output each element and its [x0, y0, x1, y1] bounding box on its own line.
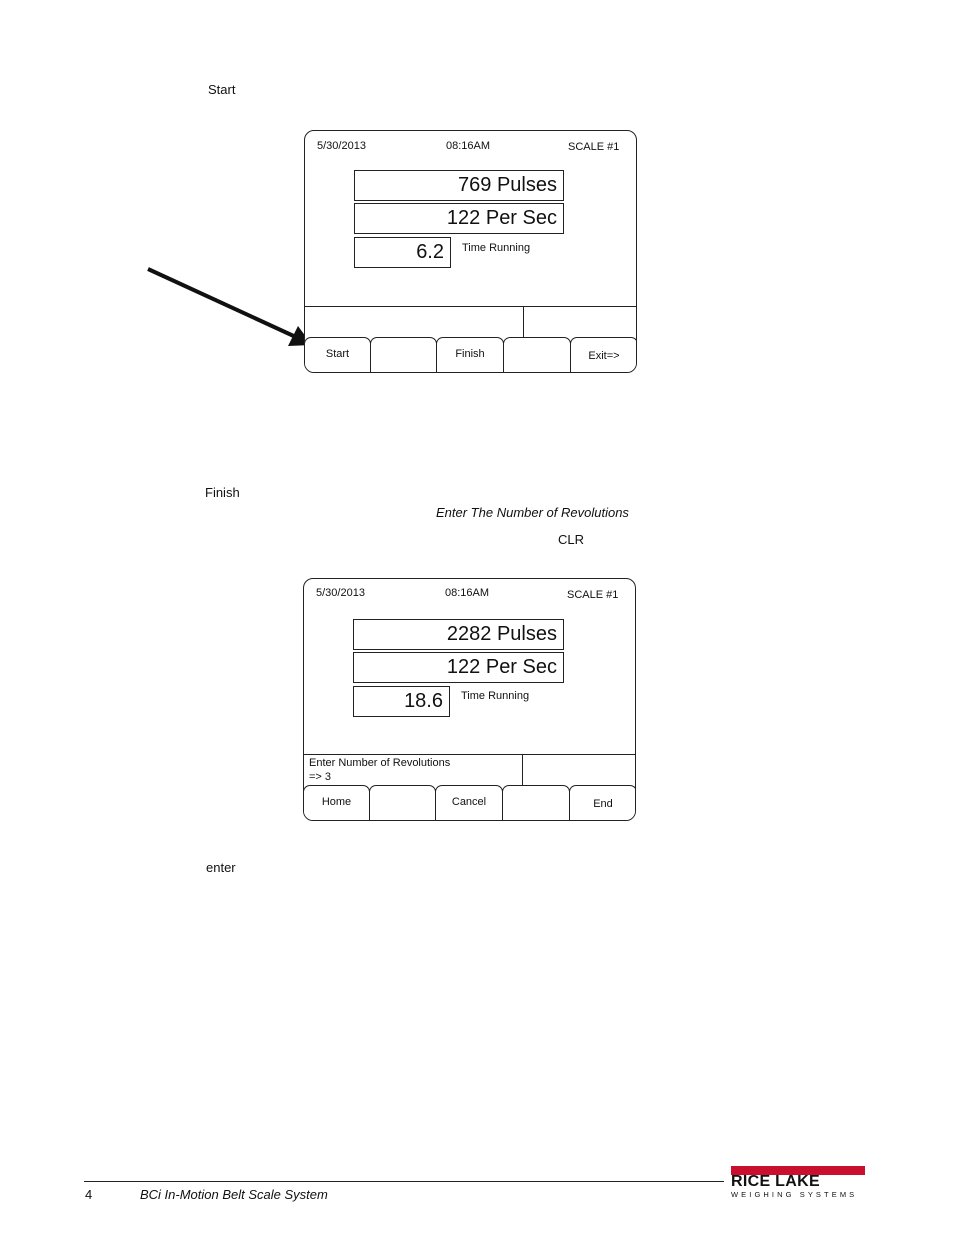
clr-keyword: CLR	[558, 532, 585, 547]
screen-scale-id: SCALE #1	[567, 589, 619, 601]
finish-keyword: Finish	[205, 485, 240, 500]
screen-scale-id: SCALE #1	[568, 141, 620, 153]
softkey-home[interactable]: Home	[303, 785, 370, 821]
per-sec-display: 122 Per Sec	[354, 203, 564, 234]
per-sec-display: 122 Per Sec	[353, 652, 564, 683]
softkey-end[interactable]: End	[569, 785, 636, 821]
message-area-divider	[305, 306, 636, 307]
document-title: BCi In-Motion Belt Scale System	[140, 1187, 328, 1202]
start-keyword: Start	[208, 82, 236, 97]
page-number: 4	[85, 1187, 93, 1202]
message-area-divider	[304, 754, 635, 755]
time-running-value: 18.6	[353, 686, 450, 717]
footer-rule	[84, 1181, 724, 1182]
softkey-start[interactable]: Start	[304, 337, 371, 373]
message-area-separator	[523, 306, 524, 337]
pulses-display: 769 Pulses	[354, 170, 564, 201]
revolutions-prompt-text: Enter The Number of Revolutions	[436, 505, 629, 520]
softkey-cancel[interactable]: Cancel	[435, 785, 503, 821]
softkey-finish[interactable]: Finish	[436, 337, 504, 373]
message-entry-line[interactable]: => 3	[309, 771, 332, 783]
enter-keyword: enter	[206, 860, 236, 875]
softkey-blank-2[interactable]	[369, 785, 436, 821]
logo-tagline: WEIGHING SYSTEMS	[731, 1190, 858, 1199]
time-running-label: Time Running	[461, 690, 530, 702]
screen-date: 5/30/2013	[316, 587, 365, 599]
screen-time: 08:16AM	[446, 140, 491, 152]
time-running-value: 6.2	[354, 237, 451, 268]
pulses-display: 2282 Pulses	[353, 619, 564, 650]
time-running-label: Time Running	[462, 242, 531, 254]
softkey-blank-4[interactable]	[503, 337, 571, 373]
message-prompt-line: Enter Number of Revolutions	[309, 757, 451, 769]
indicator-screen-1	[304, 130, 637, 373]
pointer-arrow-icon	[140, 262, 320, 352]
softkey-blank-2[interactable]	[370, 337, 437, 373]
softkey-exit[interactable]: Exit=>	[570, 337, 637, 373]
rice-lake-logo: RICE LAKE	[731, 1173, 820, 1190]
indicator-screen-2	[303, 578, 636, 821]
screen-time: 08:16AM	[445, 587, 490, 599]
softkey-blank-4[interactable]	[502, 785, 570, 821]
screen-date: 5/30/2013	[317, 140, 366, 152]
message-area-separator	[522, 754, 523, 785]
